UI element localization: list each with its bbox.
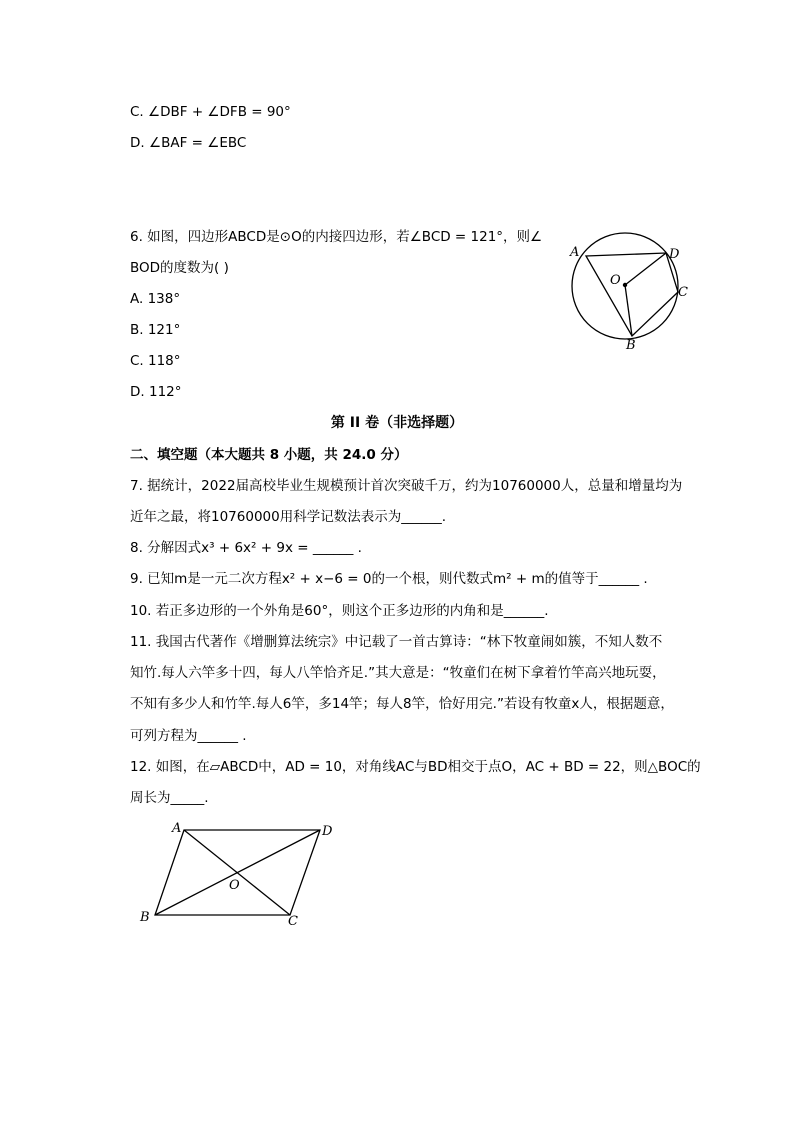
q8-line: 8. 分解因式x³ + 6x² + 9x = ______ . xyxy=(130,540,362,556)
q5-option-c: C. ∠DBF + ∠DFB = 90° xyxy=(130,104,291,120)
q9-line: 9. 已知m是一元二次方程x² + x−6 = 0的一个根，则代数式m² + m的值等于______ . xyxy=(130,571,648,587)
q11-line3: 不知有多少人和竹竿.每人6竿，多14竿；每人8竿，恰好用完.”若设有牧童x人，根据题意， xyxy=(130,696,674,712)
q7-line1: 7. 据统计，2022届高校毕业生规模预计首次突破千万，约为10760000人，总量和增量均为 xyxy=(130,478,683,494)
q6-stem-line1: 6. 如图，四边形ABCD是⊙O的内接四边形，若∠BCD = 121°，则∠ xyxy=(130,229,543,245)
section2-heading: 二、填空题（本大题共 8 小题，共 24.0 分） xyxy=(130,447,408,463)
q6-option-d: D. 112° xyxy=(130,384,182,400)
q11-line2: 知竹.每人六竿多十四，每人八竿恰齐足.”其大意是：“牧童们在树下拿着竹竿高兴地玩耍， xyxy=(130,665,666,681)
label-d: D xyxy=(669,247,680,262)
q12-line2: 周长为_____. xyxy=(130,790,209,806)
q11-line4: 可列方程为______ . xyxy=(130,728,247,744)
label-b: B xyxy=(140,910,150,925)
part2-title: 第 II 卷（非选择题） xyxy=(330,415,464,431)
q12-parallelogram-figure xyxy=(135,818,345,930)
q5-option-d: D. ∠BAF = ∠EBC xyxy=(130,135,247,151)
q6-option-c: C. 118° xyxy=(130,353,181,369)
center-point-o xyxy=(623,283,627,287)
label-o: O xyxy=(610,273,621,288)
label-d: D xyxy=(322,824,333,839)
label-a: A xyxy=(570,245,580,260)
q11-line1: 11. 我国古代著作《增删算法统宗》中记载了一首古算诗：“林下牧童闹如簇，不知人数不 xyxy=(130,634,663,650)
segment-ob xyxy=(625,285,632,336)
q6-option-b: B. 121° xyxy=(130,322,181,338)
q6-option-a: A. 138° xyxy=(130,291,181,307)
quadrilateral-abcd xyxy=(586,253,678,336)
q7-line2: 近年之最，将10760000用科学记数法表示为______. xyxy=(130,509,447,525)
segment-od xyxy=(625,253,666,285)
q6-stem-line2: BOD的度数为( ) xyxy=(130,260,229,276)
label-c: C xyxy=(678,285,688,300)
q6-circle-figure xyxy=(560,228,700,356)
label-a: A xyxy=(172,821,182,836)
label-o: O xyxy=(229,878,240,893)
q10-line: 10. 若正多边形的一个外角是60°，则这个正多边形的内角和是______. xyxy=(130,603,549,619)
label-b: B xyxy=(626,338,636,353)
q12-line1: 12. 如图，在▱ABCD中，AD = 10，对角线AC与BD相交于点O，AC + BD = 22，则△BOC的 xyxy=(130,759,701,775)
label-c: C xyxy=(288,914,298,929)
